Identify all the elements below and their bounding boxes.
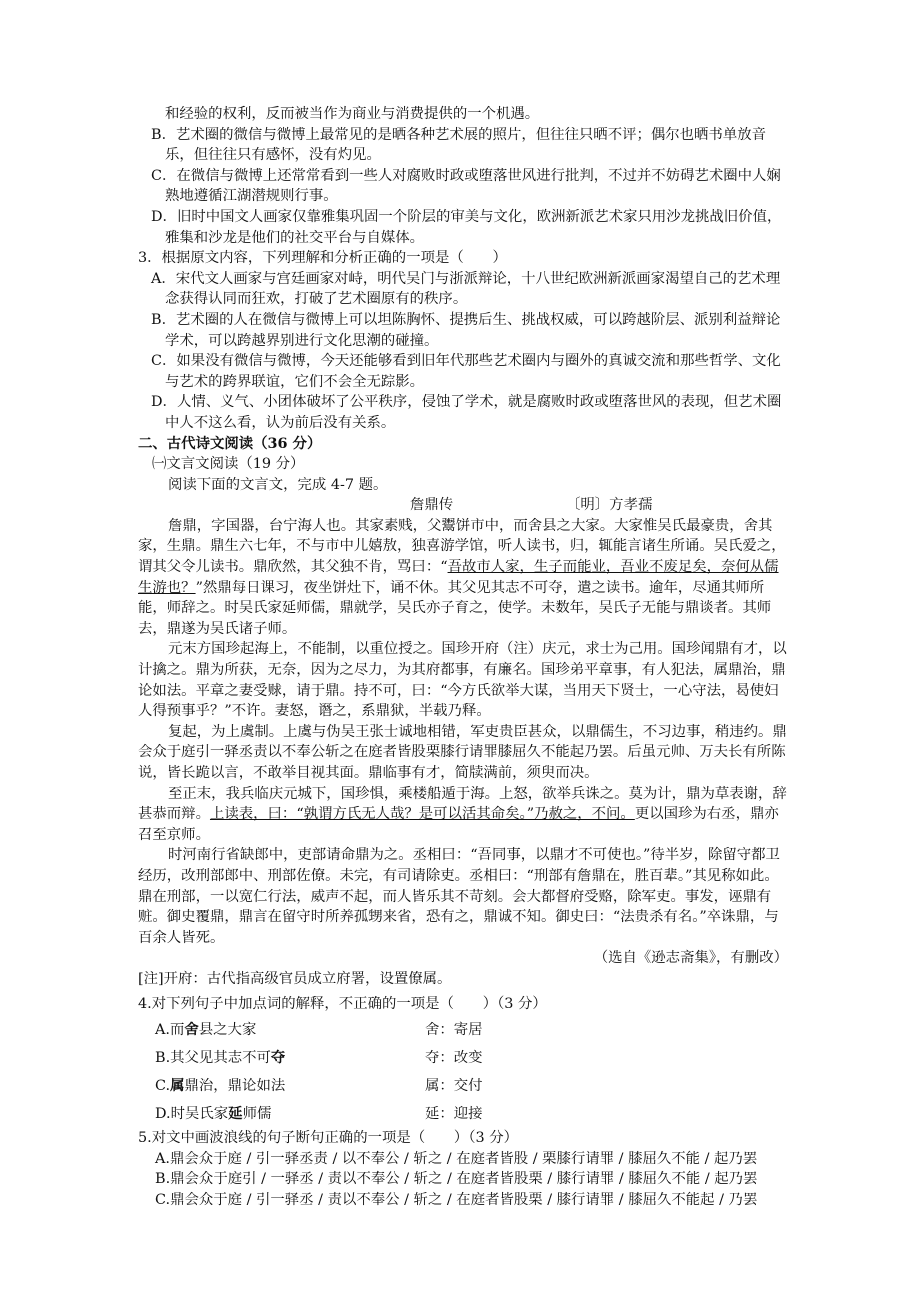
q4-explanation: 舍：寄居	[425, 1021, 483, 1038]
classical-passage	[138, 516, 788, 969]
q3-option-c: C．如果没有微信与微博，今天还能够看到旧年代那些艺术圈内与圈外的真诚交流和那些哲学、文化与艺术的跨界联谊，它们不会全无踪影。	[151, 353, 781, 390]
q2-option-c: C．在微信与微博上还常常看到一些人对腐败时政或堕落世风进行批判，不过并不妨碍艺术圈中人娴熟地遵循江湖潜规则行事。	[151, 167, 781, 205]
q3-option-b: B．艺术圈的人在微信与微博上可以坦陈胸怀、提携后生、挑战权威，可以跨越阶层、派别利益辩论学术，可以跨越界别进行文化思潮的碰撞。	[151, 311, 781, 349]
q4-option-b: B.其父见其志不可夺 夺：改变	[155, 1044, 788, 1072]
q2-option-b: B．艺术圈的微信与微博上最常见的是晒各种艺术展的照片，但往往只晒不评；偶尔也晒书单放音乐，但往往只有感怀，没有灼见。	[151, 126, 766, 164]
q5-option-a: A.鼎会众于庭 / 引一驿丞责 / 以不奉公 / 斩之 / 在庭者皆股 / 栗膝行请罪 / 膝屈久不能 / 起乃罢	[155, 1150, 758, 1167]
dotted-word: 延	[228, 1104, 243, 1122]
article-author: 〔明〕方孝孺	[566, 497, 653, 514]
passage-paragraph-5: 时河南行省缺郎中，吏部请命鼎为之。丞相曰：“吾同事，以鼎才不可使也。”待半岁，除留守都卫经历，改刑部郎中、刑部佐僚。未完，有司请除吏。丞相曰：“刑部有詹鼎在，胜百辈。”其见称如此。鼎在刑部，一以宽仁行法，威声不起，而人皆乐其不苛刻。会大都督府受赂，除军吏。事发，诬鼎有赃。御史覆鼎，鼎言在留守时所养孤甥来省，恐有之，鼎诚不知。御史曰：“法贵杀有名。”卒诛鼎，与百余人皆死。	[138, 847, 780, 946]
q4-explanation: 夺：改变	[425, 1049, 483, 1066]
q3-option-d: D．人情、义气、小团体破坏了公平秩序，侵蚀了学术，就是腐败时政或堕落世风的表现，但艺术圈中人不这么看，认为前后没有关系。	[151, 394, 782, 431]
q3-option-a: A．宋代文人画家与宫廷画家对峙，明代吴门与浙派辩论，十八世纪欧洲新派画家渴望自己的艺术理念获得认同而狂欢，打破了艺术圈原有的秩序。	[151, 270, 781, 308]
q5-option-c: C.鼎会众于庭 / 引一驿丞 / 责以不奉公 / 斩之 / 在庭者皆股栗 / 膝行请罪 / 膝屈久不能起 / 乃罢	[155, 1191, 758, 1208]
article-heading	[138, 495, 788, 516]
continued-option-text: 和经验的权利，反而被当作为商业与消费提供的一个机遇。	[165, 106, 540, 122]
dotted-word: 夺	[270, 1048, 286, 1066]
q5-stem: 5.对文中画波浪线的句子断句正确的一项是（ ）（3 分）	[138, 1130, 519, 1147]
section-heading: 二、古代诗文阅读（36 分）	[138, 434, 322, 452]
q4-options	[155, 1016, 788, 1128]
subsection-heading: ㈠文言文阅读（19 分）	[152, 456, 305, 473]
passage-paragraph-2: 元末方国珍起海上，不能制，以重位授之。国珍开府（注）庆元，求士为己用。国珍闻鼎有才，以计擒之。鼎为所获，无奈，因为之尽力，为其府都事，有廉名。国珍弟平章事，有人犯法，属鼎治，鼎论如法。平章之妻受赇，请于鼎。持不可，曰：“今方氏欲举大谋，当用天下贤士，一心守法，曷使妇人得预事乎？”不许。妻怒，谮之，系鼎狱，半载乃释。	[138, 641, 787, 720]
reading-instruction: 阅读下面的文言文，完成 4-7 题。	[168, 476, 388, 493]
q4-explanation: 延：迎接	[425, 1105, 483, 1122]
q4-option-c: C.属鼎治，鼎论如法 属：交付	[155, 1072, 788, 1100]
q5-option-b: B.鼎会众于庭引 / 一驿丞 / 责以不奉公 / 斩之 / 在庭者皆股栗 / 膝行请罪 / 膝屈久不能 / 起乃罢	[155, 1171, 758, 1188]
q3-options	[138, 269, 788, 434]
passage-paragraph-4: 至正末，我兵临庆元城下，国珍惧，乘楼船遁于海。上怒，欲举兵诛之。莫为计，鼎为草表谢，辞甚恭而辩。上读表，曰：“孰谓方氏无人哉？是可以活其命矣。”乃赦之，不问。更以国珍为右丞，鼎亦召至京师。	[138, 785, 787, 843]
passage-paragraph-1: 詹鼎，字国器，台宁海人也。其家素贱，父鬻饼市中，而舍县之大家。大家惟吴氏最豪贵，舍其家，生鼎。鼎生六七年，不与市中儿嬉敖，独喜游学馆，听人读书，归，辄能言诸生所诵。吴氏爱之，谓其父令儿读书。鼎欣然，其父独不肯，骂曰：“吾故市人家，生子而能业，吾业不废足矣，奈何从儒生游也？”然鼎每日课习，夜坐饼灶下，诵不休。其父见其志不可夺，遣之读书。逾年，尽通其师所能，师辞之。时吴氏家延师儒，鼎就学，吴氏亦子育之，使学。未数年，吴氏子无能与鼎谈者。其师去，鼎遂为吴氏诸子师。	[138, 517, 786, 637]
q3-stem: 3．根据原文内容，下列理解和分析正确的一项是（ ）	[138, 250, 507, 267]
article-title: 詹鼎传	[410, 497, 454, 514]
dotted-word: 属	[170, 1076, 185, 1094]
q4-option-a: A.而舍县之大家 舍：寄居	[155, 1016, 788, 1044]
passage-source: （选自《逊志斋集》，有删改）	[593, 950, 788, 967]
q4-stem: 4.对下列句子中加点词的解释，不正确的一项是（ ）（3 分）	[138, 995, 547, 1012]
passage-paragraph-3: 复起，为上虞制。上虞与伪吴王张士诚地相错，军吏贵臣甚众，以鼎儒生，不习边事，稍违约。鼎会众于庭引一驿丞责以不奉公斩之在庭者皆股栗膝行请罪膝屈久不能起乃罢。后虽元帅、万夫长有所陈说，皆长跪以言，不敢举目视其面。鼎临事有才，简牍满前，须臾而决。	[138, 723, 787, 781]
q2-options	[138, 125, 788, 249]
q2-option-d: D．旧时中国文人画家仅靠雅集巩固一个阶层的审美与文化，欧洲新派艺术家只用沙龙挑战旧价值，雅集和沙龙是他们的社交平台与自媒体。	[151, 208, 782, 246]
q4-option-d: D.时吴氏家延师儒 延：迎接	[155, 1100, 788, 1128]
exam-page	[138, 104, 788, 1211]
underlined-sentence-2: 上读表，曰：“孰谓方氏无人哉？是可以活其命矣。”乃赦之，不问。	[209, 806, 635, 823]
underlined-sentence-1: 吾故市人家，生子而能业，吾业不废足矣，奈何从儒生游也？	[138, 559, 779, 596]
q4-explanation: 属：交付	[425, 1077, 483, 1094]
dotted-word: 舍	[184, 1020, 199, 1038]
footnote: [注]开府：古代指高级官员成立府署，设置僚属。	[138, 970, 452, 987]
